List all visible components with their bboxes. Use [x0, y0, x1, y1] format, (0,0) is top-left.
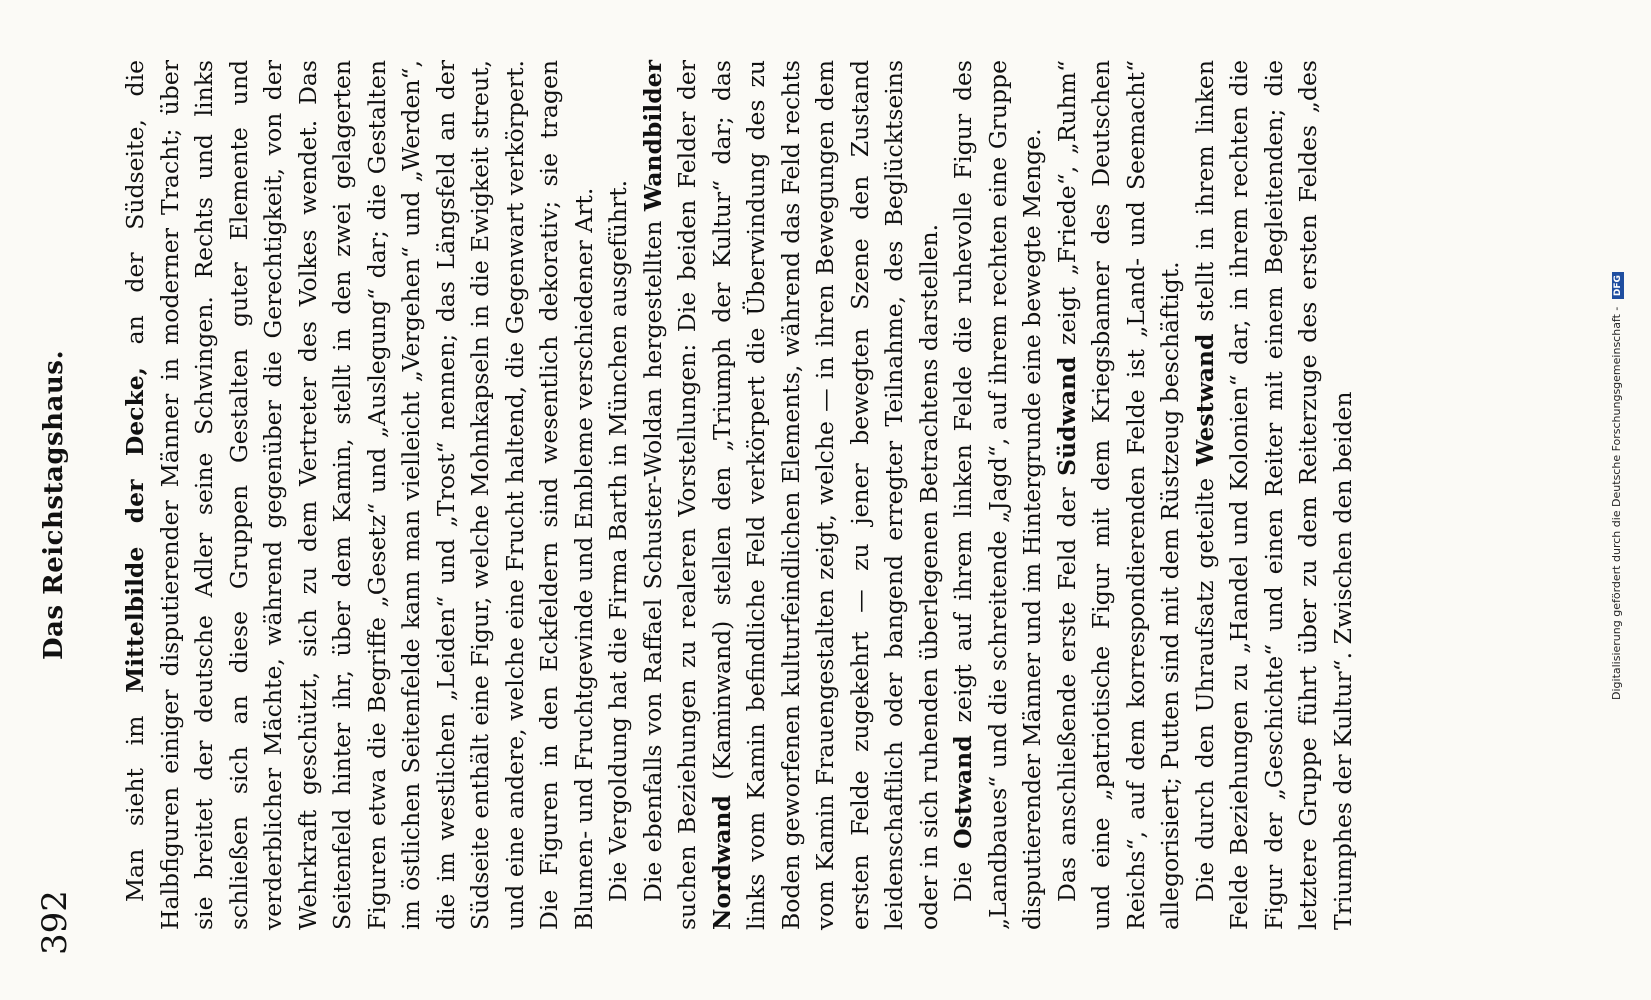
- paragraph: [1050, 60, 1188, 930]
- paragraph: [946, 60, 1050, 930]
- bold-term: Südwand: [1052, 356, 1081, 476]
- page-number: 392: [35, 890, 75, 955]
- text-run: Man sieht im: [121, 692, 149, 902]
- running-title: Das Reichstagshaus.: [39, 350, 69, 660]
- bold-term: Mittelbilde der Decke,: [121, 367, 149, 693]
- text-run: zeigt auf ihrem linken Felde die ruhevolle Figur des „Landbaues“ und die schreitende „Jagd“, auf ihrem rechten eine Gruppe disputierender Männer und im Hintergrunde eine bewegte Menge.: [949, 60, 1046, 930]
- bold-term: Wandbilder: [638, 60, 667, 212]
- bold-term: Westwand: [1190, 333, 1219, 467]
- page-header: [35, 55, 75, 955]
- text-run: Die ebenfalls von Raffael Schuster-Woldan hergestellten: [638, 211, 667, 902]
- paragraph: [118, 60, 601, 930]
- text-run: Die durch den Uhraufsatz geteilte: [1190, 466, 1219, 902]
- text-run: suchen Beziehungen zu realeren Vorstellungen: Die beiden Felder der: [673, 60, 701, 930]
- text-run: Das anschließende erste Feld der: [1052, 475, 1081, 902]
- dfg-logo: DFG: [1612, 272, 1624, 299]
- text-run: Die: [949, 848, 977, 902]
- text-run: zeigt „Friede“, „Ruhm“ und eine „patriotische Figur mit dem Kriegsbanner des Deutschen Reichs“, auf dem korrespondierenden Felde ist „Land- und Seemacht“ allegorisiert; Putten sind mit dem Rüstzeug beschäftigt.: [1052, 60, 1184, 930]
- text-run: Die Vergoldung hat die Firma Barth in München ausgeführt.: [604, 179, 632, 902]
- digitization-note: [1610, 50, 1624, 700]
- text-run: stellt in ihrem linken Felde Beziehungen zu „Handel und Kolonien“ dar, in ihrem rechten die Figur der „Geschichte“ und einen Reiter mit einem Begleitenden; die letztere Gruppe führt über zu dem Reiterzuge des ersten Feldes „des Triumphes der Kultur“. Zwischen den beiden: [1190, 60, 1357, 930]
- text-run: (Kaminwand) stellen den „Triumph der Kultur“ dar; das links vom Kamin befindliche Feld verkörpert die Überwindung des zu Boden geworfenen kulturfeindlichen Elements, während das Feld rechts vom Kamin Frauengestalten zeigt, welche — in ihren Bewegungen dem ersten Felde zugekehrt — zu jener bewegten Szene den Zustand leidenschaftlich oder bangend erregter Teilnahme, des Beglücktseins oder in sich ruhenden überlegenen Betrachtens darstellen.: [707, 60, 943, 930]
- paragraph: [636, 60, 947, 930]
- paragraph: [601, 60, 636, 930]
- bold-term: Nordwand: [707, 795, 736, 930]
- body-text: [118, 60, 1360, 930]
- digitization-note-text: Digitalisierung gefördert durch die Deutsche Forschungsgemeinschaft -: [1610, 306, 1623, 700]
- paragraph: [1188, 60, 1361, 930]
- text-run: an der Südseite, die Halbfiguren einiger disputierender Männer in moderner Tracht; über sie breitet der deutsche Adler seine Schwingen. Rechts und links schließen sich an diese Gruppen Gestalten guter Elemente und verderblicher Mächte, während gegenüber die Gerechtigkeit, von der Wehrkraft geschützt, sich zu dem Vertreter des Volkes wendet. Das Seitenfeld hinter ihr, über dem Kamin, stellt in den zwei gelagerten Figuren etwa die Begriffe „Gesetz“ und „Auslegung“ dar; die Gestalten im östlichen Seitenfelde kann man vielleicht „Vergehen“ und „Werden“, die im westlichen „Leiden“ und „Trost“ nennen; das Längsfeld an der Südseite enthält eine Figur, welche Mohnkapseln in die Ewigkeit streut, und eine andere, welche eine Frucht haltend, die Gegenwart verkörpert. Die Figuren in den Eckfeldern sind wesentlich dekorativ; sie tragen Blumen- und Fruchtgewinde und Embleme verschiedener Art.: [121, 60, 598, 930]
- bold-term: Ostwand: [949, 735, 977, 849]
